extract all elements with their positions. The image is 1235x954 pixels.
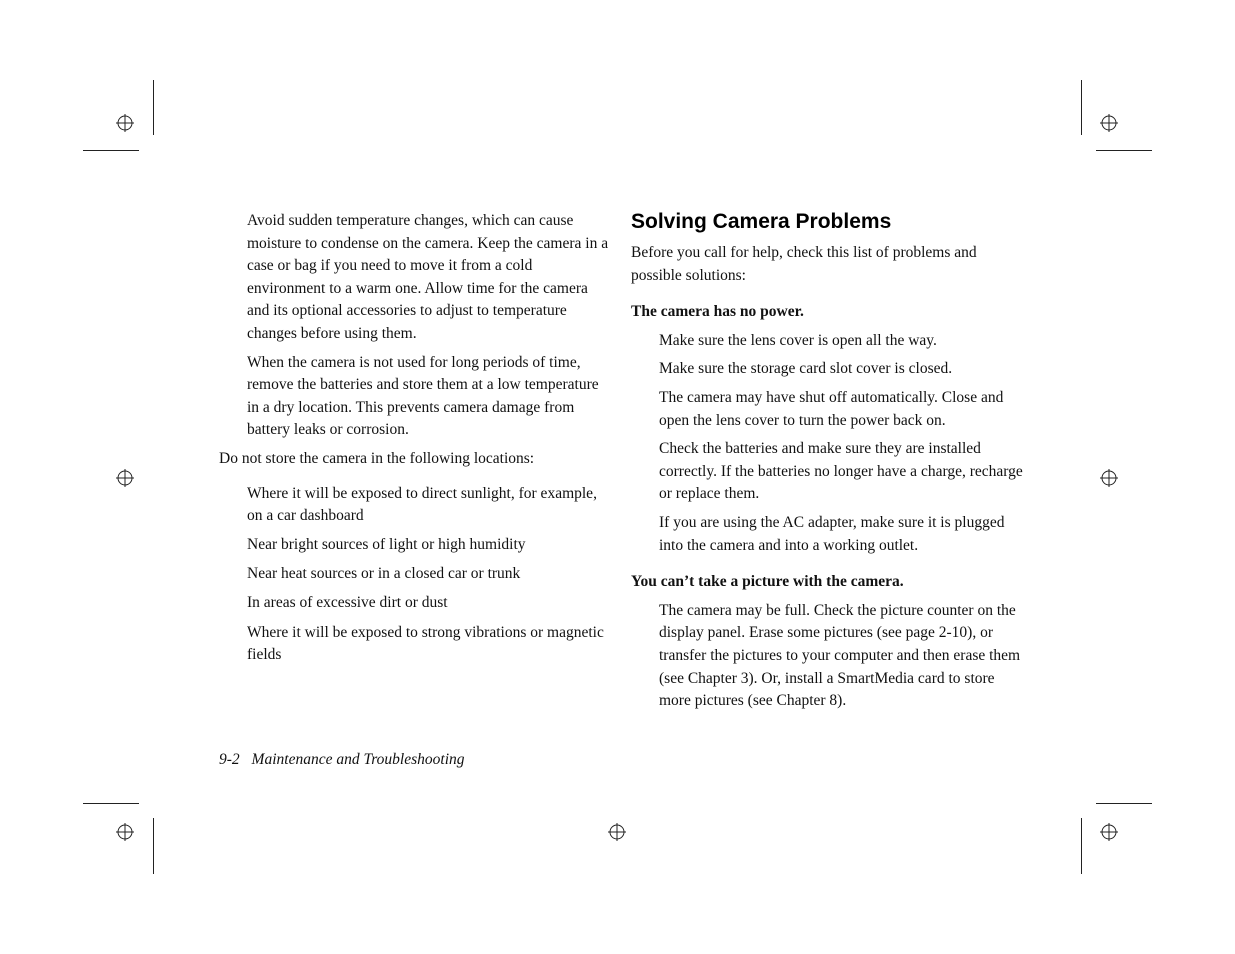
crop-mark bbox=[1081, 80, 1082, 135]
page-number: 9-2 bbox=[219, 751, 240, 768]
crop-mark bbox=[153, 818, 154, 874]
solution-item: Make sure the storage card slot cover is closed. bbox=[659, 360, 953, 378]
registration-mark-icon bbox=[116, 823, 134, 841]
crop-mark bbox=[153, 80, 154, 135]
section-heading: Solving Camera Problems bbox=[631, 210, 892, 233]
registration-mark-icon bbox=[1100, 114, 1118, 132]
solution-item: Make sure the lens cover is open all the way. bbox=[659, 331, 937, 349]
registration-mark-icon bbox=[116, 114, 134, 132]
storage-location-item: Where it will be exposed to strong vibrations or magnetic fields bbox=[247, 623, 604, 664]
registration-mark-icon bbox=[1100, 823, 1118, 841]
registration-mark-icon bbox=[116, 469, 134, 487]
problem-title: The camera has no power. bbox=[631, 303, 804, 321]
solution-item: If you are using the AC adapter, make sure it is plugged into the camera and into a working outlet. bbox=[659, 513, 1005, 554]
crop-mark bbox=[83, 803, 139, 804]
care-paragraph: When the camera is not used for long periods of time, remove the batteries and store them at a low temperature in a dry location. This prevents camera damage from battery leaks or corrosion. bbox=[247, 353, 599, 439]
crop-mark bbox=[83, 150, 139, 151]
storage-location-item: Where it will be exposed to direct sunlight, for example, on a car dashboard bbox=[247, 484, 597, 525]
storage-location-item: Near heat sources or in a closed car or trunk bbox=[247, 565, 521, 583]
registration-mark-icon bbox=[608, 823, 626, 841]
solution-item: The camera may have shut off automatically. Close and open the lens cover to turn the power back on. bbox=[659, 388, 1004, 429]
footer-section-title: Maintenance and Troubleshooting bbox=[251, 751, 465, 768]
right-column bbox=[631, 208, 1026, 719]
storage-location-item: In areas of excessive dirt or dust bbox=[247, 594, 448, 612]
left-column bbox=[219, 210, 609, 673]
section-intro: Before you call for help, check this list of problems and possible solutions: bbox=[631, 244, 977, 284]
crop-mark bbox=[1081, 818, 1082, 874]
problem-title: You can’t take a picture with the camera. bbox=[631, 573, 904, 591]
registration-mark-icon bbox=[1100, 469, 1118, 487]
crop-mark bbox=[1096, 803, 1152, 804]
solution-item: Check the batteries and make sure they are installed correctly. If the batteries no longer have a charge, recharge or replace them. bbox=[659, 440, 1023, 503]
storage-intro: Do not store the camera in the following locations: bbox=[219, 449, 535, 467]
care-paragraph: Avoid sudden temperature changes, which can cause moisture to condense on the camera. Keep the camera in a case or bag if you need to move it from a cold environment to a warm one. Allow time for the camera and its optional accessories to adjust to temperature changes before using them. bbox=[247, 212, 609, 342]
solution-item: The camera may be full. Check the picture counter on the display panel. Erase some pictures (see page 2-10), or transfer the pictures to your computer and then erase them (see Chapter 3). Or, install a SmartMedia card to store more pictures (see Chapter 8). bbox=[659, 601, 1021, 710]
storage-location-item: Near bright sources of light or high humidity bbox=[247, 536, 526, 554]
page-footer bbox=[219, 749, 465, 771]
crop-mark bbox=[1096, 150, 1152, 151]
